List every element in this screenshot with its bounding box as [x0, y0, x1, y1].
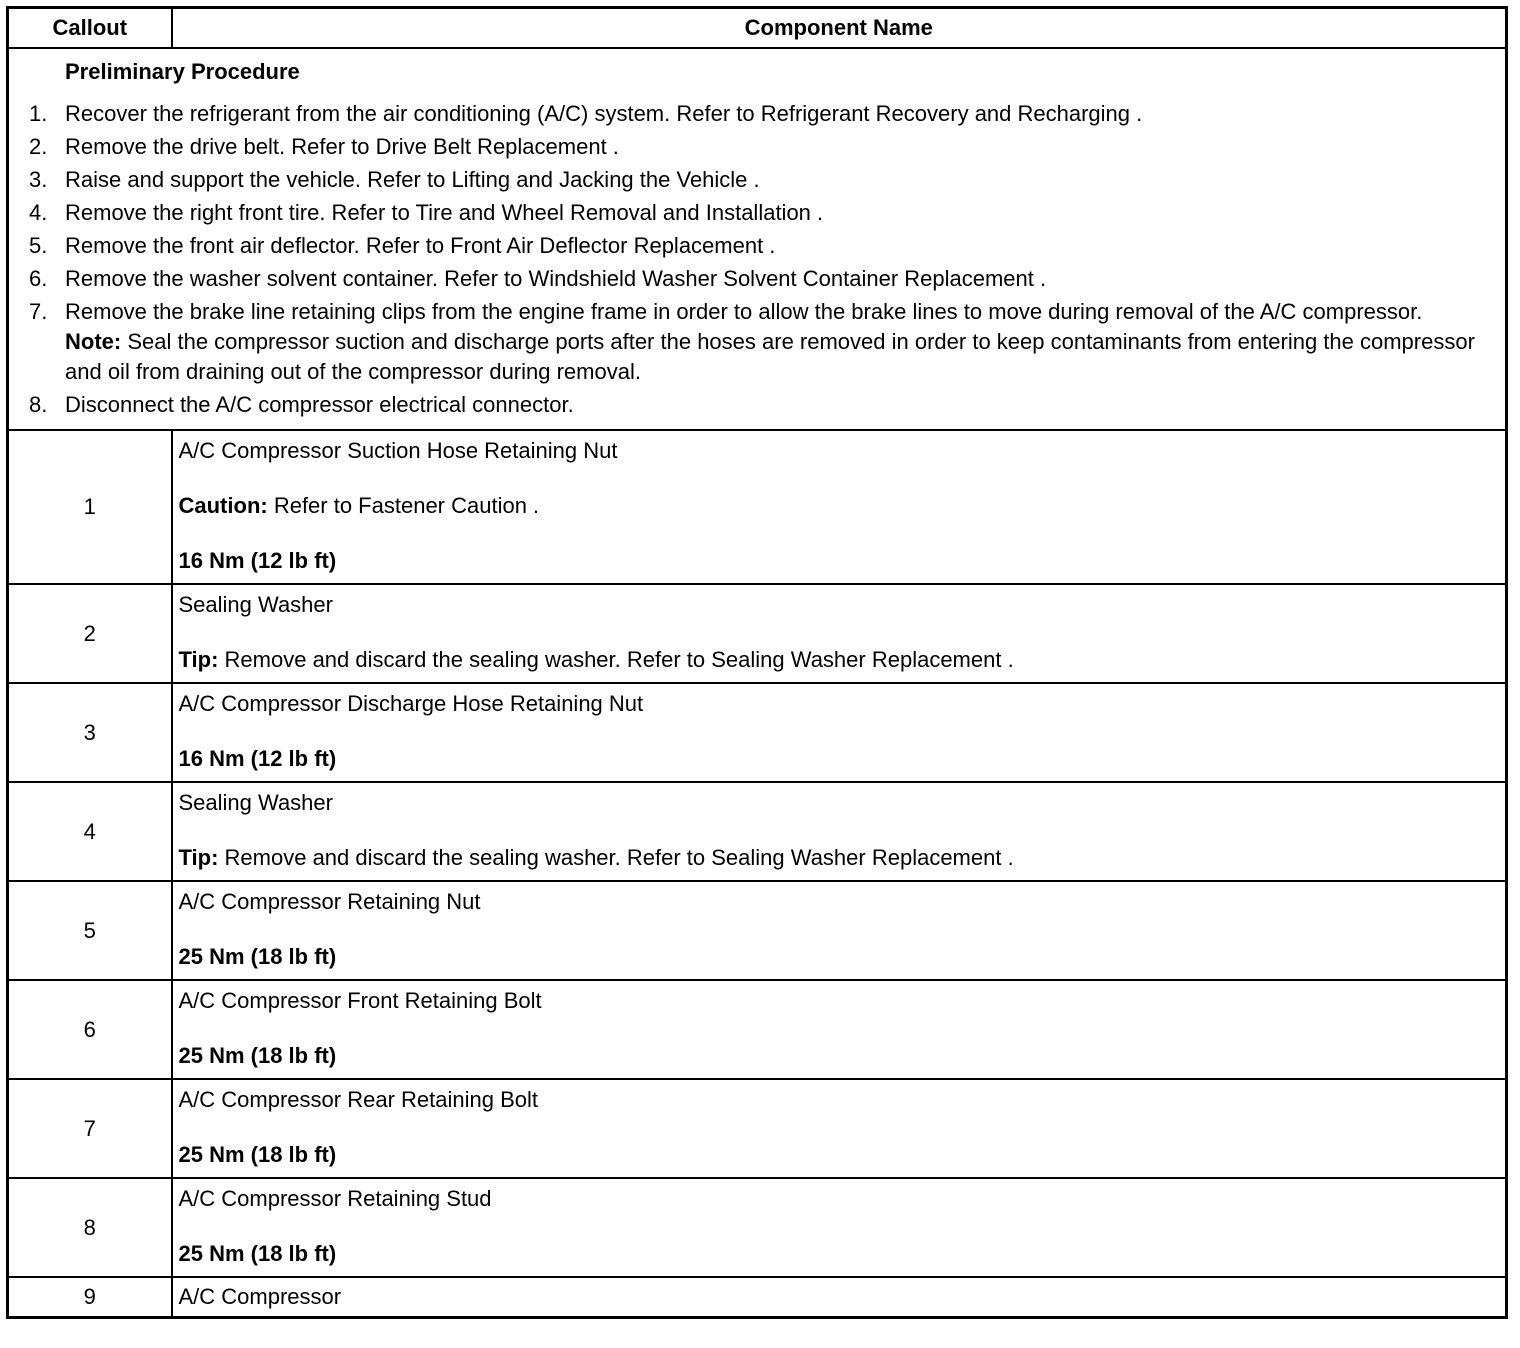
- component-cell: [172, 1178, 1507, 1277]
- callout-number: 7: [8, 1079, 172, 1178]
- component-name: A/C Compressor: [178, 1284, 342, 1309]
- step-text: Remove the drive belt. Refer to Drive Belt Replacement .: [65, 134, 619, 159]
- table-row: [8, 683, 1507, 782]
- step: [23, 198, 1485, 228]
- torque-spec: 25 Nm (18 lb ft): [178, 1043, 337, 1068]
- step-text: Disconnect the A/C compressor electrical connector.: [65, 392, 574, 417]
- component-name: A/C Compressor Suction Hose Retaining Nut: [178, 438, 618, 463]
- table-row: [8, 1178, 1507, 1277]
- table-row: [8, 584, 1507, 683]
- caution-text: Refer to Fastener Caution .: [267, 493, 540, 518]
- step-number: 4.: [29, 200, 48, 225]
- table-row: [8, 1277, 1507, 1317]
- preliminary-procedure: [8, 48, 1507, 430]
- step-number: 7.: [29, 299, 48, 324]
- component-cell: [172, 980, 1507, 1079]
- caution: [179, 492, 1498, 520]
- step-text: Recover the refrigerant from the air conditioning (A/C) system. Refer to Refrigerant Recovery and Recharging .: [65, 101, 1143, 126]
- step: [23, 390, 1485, 420]
- torque-spec: 16 Nm (12 lb ft): [178, 548, 337, 573]
- torque-spec: 25 Nm (18 lb ft): [178, 944, 337, 969]
- note-text: Seal the compressor suction and discharge ports after the hoses are removed in order to keep contaminants from entering the compressor and oil from draining out of the compressor during removal.: [65, 329, 1475, 384]
- step: [23, 264, 1485, 294]
- tip-label: Tip:: [178, 647, 219, 672]
- callout-number: 2: [8, 584, 172, 683]
- component-name: Sealing Washer: [178, 790, 333, 815]
- preliminary-title: Preliminary Procedure: [65, 59, 300, 84]
- callout-number: 3: [8, 683, 172, 782]
- callout-number: 1: [8, 430, 172, 584]
- preliminary-row: [8, 48, 1507, 430]
- components-table: [6, 6, 1508, 1319]
- header-row: [8, 8, 1507, 49]
- step-text: Remove the front air deflector. Refer to Front Air Deflector Replacement .: [65, 233, 776, 258]
- step-number: 5.: [29, 233, 48, 258]
- note-label: Note:: [65, 329, 122, 354]
- component-cell: [172, 1079, 1507, 1178]
- component-name: A/C Compressor Discharge Hose Retaining Nut: [178, 691, 644, 716]
- step-note: [65, 327, 1485, 387]
- torque-spec: 25 Nm (18 lb ft): [178, 1241, 337, 1266]
- table-row: [8, 430, 1507, 584]
- step-number: 3.: [29, 167, 48, 192]
- component-name: A/C Compressor Retaining Nut: [178, 889, 481, 914]
- step: [23, 231, 1485, 261]
- preliminary-steps: [23, 99, 1485, 420]
- step: [23, 165, 1485, 195]
- component-name: Sealing Washer: [178, 592, 333, 617]
- table-row: [8, 782, 1507, 881]
- step: [23, 99, 1485, 129]
- table-row: [8, 881, 1507, 980]
- component-cell: [172, 1277, 1507, 1317]
- component-cell: [172, 782, 1507, 881]
- table-row: [8, 980, 1507, 1079]
- component-name: A/C Compressor Rear Retaining Bolt: [178, 1087, 538, 1112]
- component-name: A/C Compressor Retaining Stud: [178, 1186, 492, 1211]
- step-number: 8.: [29, 392, 48, 417]
- step-number: 6.: [29, 266, 48, 291]
- torque-spec: 16 Nm (12 lb ft): [178, 746, 337, 771]
- component-cell: [172, 584, 1507, 683]
- step-number: 2.: [29, 134, 48, 159]
- callout-number: 6: [8, 980, 172, 1079]
- header-component-name: Component Name: [172, 8, 1507, 49]
- step-text: Remove the brake line retaining clips from the engine frame in order to allow the brake lines to move during removal of the A/C compressor.: [65, 299, 1423, 324]
- table-row: [8, 1079, 1507, 1178]
- component-cell: [172, 430, 1507, 584]
- step-text: Raise and support the vehicle. Refer to Lifting and Jacking the Vehicle .: [65, 167, 760, 192]
- callout-number: 5: [8, 881, 172, 980]
- header-callout: Callout: [8, 8, 172, 49]
- tip-text: Remove and discard the sealing washer. Refer to Sealing Washer Replacement .: [218, 845, 1014, 870]
- step-text: Remove the washer solvent container. Refer to Windshield Washer Solvent Container Replacement .: [65, 266, 1047, 291]
- tip: [179, 646, 1498, 674]
- step-text: Remove the right front tire. Refer to Tire and Wheel Removal and Installation .: [65, 200, 824, 225]
- tip-label: Tip:: [178, 845, 219, 870]
- caution-label: Caution:: [178, 493, 268, 518]
- component-cell: [172, 683, 1507, 782]
- step-number: 1.: [29, 101, 48, 126]
- tip-text: Remove and discard the sealing washer. Refer to Sealing Washer Replacement .: [218, 647, 1014, 672]
- torque-spec: 25 Nm (18 lb ft): [178, 1142, 337, 1167]
- callout-number: 8: [8, 1178, 172, 1277]
- callout-number: 9: [8, 1277, 172, 1317]
- step: [23, 297, 1485, 387]
- step: [23, 132, 1485, 162]
- component-name: A/C Compressor Front Retaining Bolt: [178, 988, 542, 1013]
- component-cell: [172, 881, 1507, 980]
- tip: [179, 844, 1498, 872]
- callout-number: 4: [8, 782, 172, 881]
